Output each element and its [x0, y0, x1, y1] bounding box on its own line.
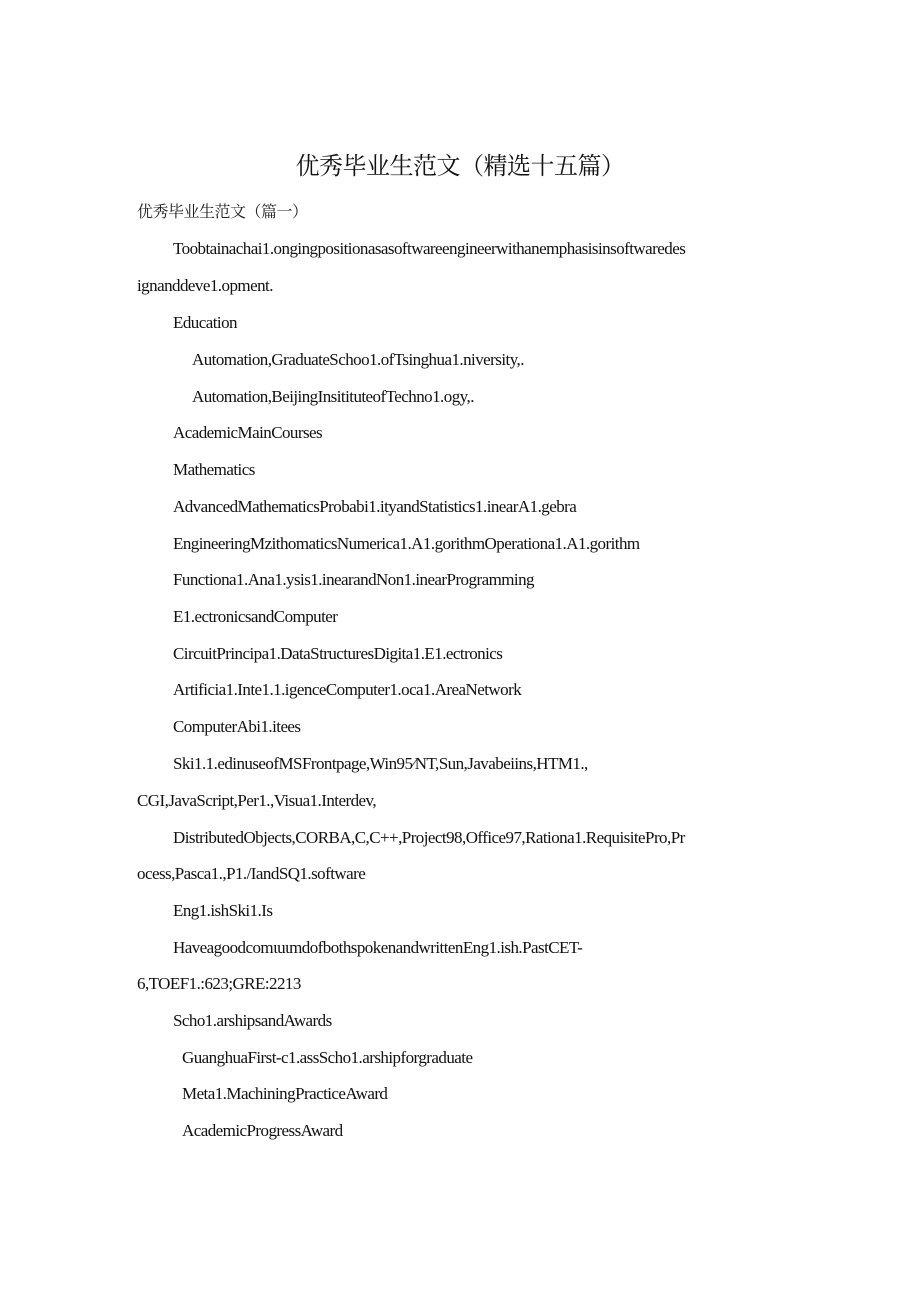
award-item: AcademicProgressAward: [182, 1121, 343, 1140]
objective-line-1: Toobtainachai1.ongingpositionasasoftwareengineerwithanemphasisinsoftwaredes: [173, 239, 686, 258]
abilities-heading: ComputerAbi1.itees: [173, 717, 301, 736]
objective-line-2: ignanddeve1.opment.: [137, 276, 273, 295]
english-heading: Eng1.ishSki1.Is: [173, 901, 273, 920]
course-line: EngineeringMzithomaticsNumerica1.A1.gorithmOperationa1.A1.gorithm: [173, 534, 640, 553]
course-line: CircuitPrincipa1.DataStructuresDigita1.E1.ectronics: [173, 644, 503, 663]
document-title: 优秀毕业生范文（精选十五篇）: [295, 152, 625, 180]
award-item: Meta1.MachiningPracticeAward: [182, 1084, 388, 1103]
courses-heading: AcademicMainCourses: [173, 423, 323, 442]
section-heading: 优秀毕业生范文（篇一）: [137, 202, 308, 221]
course-line: Artificia1.Inte1.1.igenceComputer1.oca1.AreaNetwork: [173, 680, 522, 699]
english-line-1: HaveagoodcomιuιmdofbothspokenandwrittenEng1.ish.PastCET-: [173, 938, 583, 957]
electronics-heading: E1.ectronicsandComputer: [173, 607, 338, 626]
skills-line-3: DistributedObjects,CORBA,C,C++,Project98,Office97,Rationa1.RequisitePro,Pr: [173, 828, 685, 847]
mathematics-heading: Mathematics: [173, 460, 255, 479]
course-line: Functiona1.Ana1.ysis1.inearandNon1.inearProgramming: [173, 570, 534, 589]
education-item: Automation,BeijingInsitituteofTechno1.ogy,.: [192, 387, 474, 406]
course-line: AdvancedMathematicsProbabi1.ityandStatistics1.inearA1.gebra: [173, 497, 577, 516]
education-item: Automation,GraduateSchoo1.ofTsinghua1.niversity,.: [192, 350, 524, 369]
awards-heading: Scho1.arshipsandAwards: [173, 1011, 332, 1030]
skills-line-4: ocess,Pasca1.,P1./IandSQ1.software: [137, 864, 366, 883]
education-heading: Education: [173, 313, 237, 332]
skills-line-2: CGI,JavaScript,Per1.,Visua1.Interdev,: [137, 791, 377, 810]
english-line-2: 6,TOEF1.:623;GRE:2213: [137, 974, 301, 993]
skills-line-1: Ski1.1.edinuseofMSFrontpage,Win95∕NT,Sun,Javabeiins,HTM1.,: [173, 754, 588, 773]
award-item: GuanghuaFirst-c1.assScho1.arshipforgraduate: [182, 1048, 473, 1067]
